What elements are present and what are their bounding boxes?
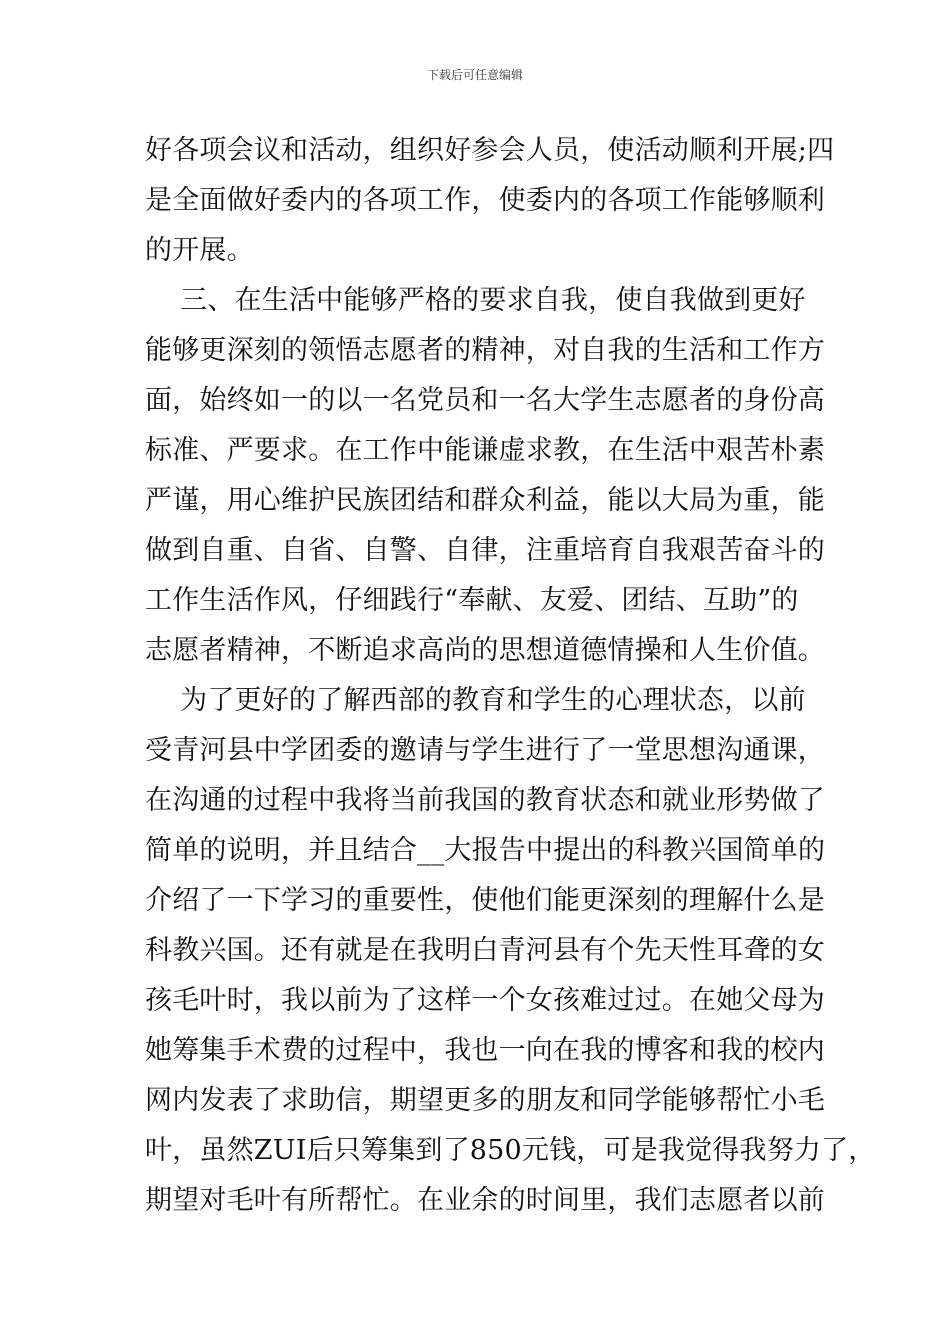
text-line: 期望对毛叶有所帮忙。在业余的时间里，我们志愿者以前	[145, 1185, 825, 1216]
text-line: 工作生活作风，仔细践行“奉献、友爱、团结、互助”的	[145, 585, 799, 616]
text-line: 标准、严要求。在工作中能谦虚求教，在生活中艰苦朴素	[145, 435, 825, 466]
text-line: 的开展。	[145, 235, 254, 266]
text-line: 介绍了一下学习的重要性，使他们能更深刻的理解什么是	[145, 885, 825, 916]
text-line: 叶，虽然ZUI后只筹集到了850元钱，可是我觉得我努力了，	[145, 1135, 876, 1166]
text-line: 面，始终如一的以一名党员和一名大学生志愿者的身份高	[145, 385, 825, 416]
text-line: 她筹集手术费的过程中，我也一向在我的博客和我的校内	[145, 1035, 825, 1066]
text-line: 做到自重、自省、自警、自律，注重培育自我艰苦奋斗的	[145, 535, 825, 566]
text-line: 简单的说明，并且结合__大报告中提出的科教兴国简单的	[145, 835, 826, 866]
text-line: 科教兴国。还有就是在我明白青河县有个先天性耳聋的女	[145, 935, 825, 966]
document-body	[145, 126, 876, 1226]
text-line: 能够更深刻的领悟志愿者的精神，对自我的生活和工作方	[145, 335, 825, 366]
text-line: 网内发表了求助信，期望更多的朋友和同学能够帮忙小毛	[145, 1085, 825, 1116]
page-header: 下载后可任意编辑	[426, 68, 523, 82]
text-line: 为了更好的了解西部的教育和学生的心理状态，以前	[145, 685, 806, 716]
text-line: 严谨，用心维护民族团结和群众利益，能以大局为重，能	[145, 485, 825, 516]
text-line: 好各项会议和活动，组织好参会人员，使活动顺利开展;四	[145, 135, 835, 166]
text-line: 志愿者精神，不断追求高尚的思想道德情操和人生价值。	[145, 635, 825, 666]
text-line: 孩毛叶时，我以前为了这样一个女孩难过过。在她父母为	[145, 985, 825, 1016]
text-line: 在沟通的过程中我将当前我国的教育状态和就业形势做了	[145, 785, 825, 816]
text-line: 受青河县中学团委的邀请与学生进行了一堂思想沟通课，	[145, 735, 825, 766]
text-line: 三、在生活中能够严格的要求自我，使自我做到更好	[145, 285, 806, 316]
text-line: 是全面做好委内的各项工作，使委内的各项工作能够顺利	[145, 185, 825, 216]
